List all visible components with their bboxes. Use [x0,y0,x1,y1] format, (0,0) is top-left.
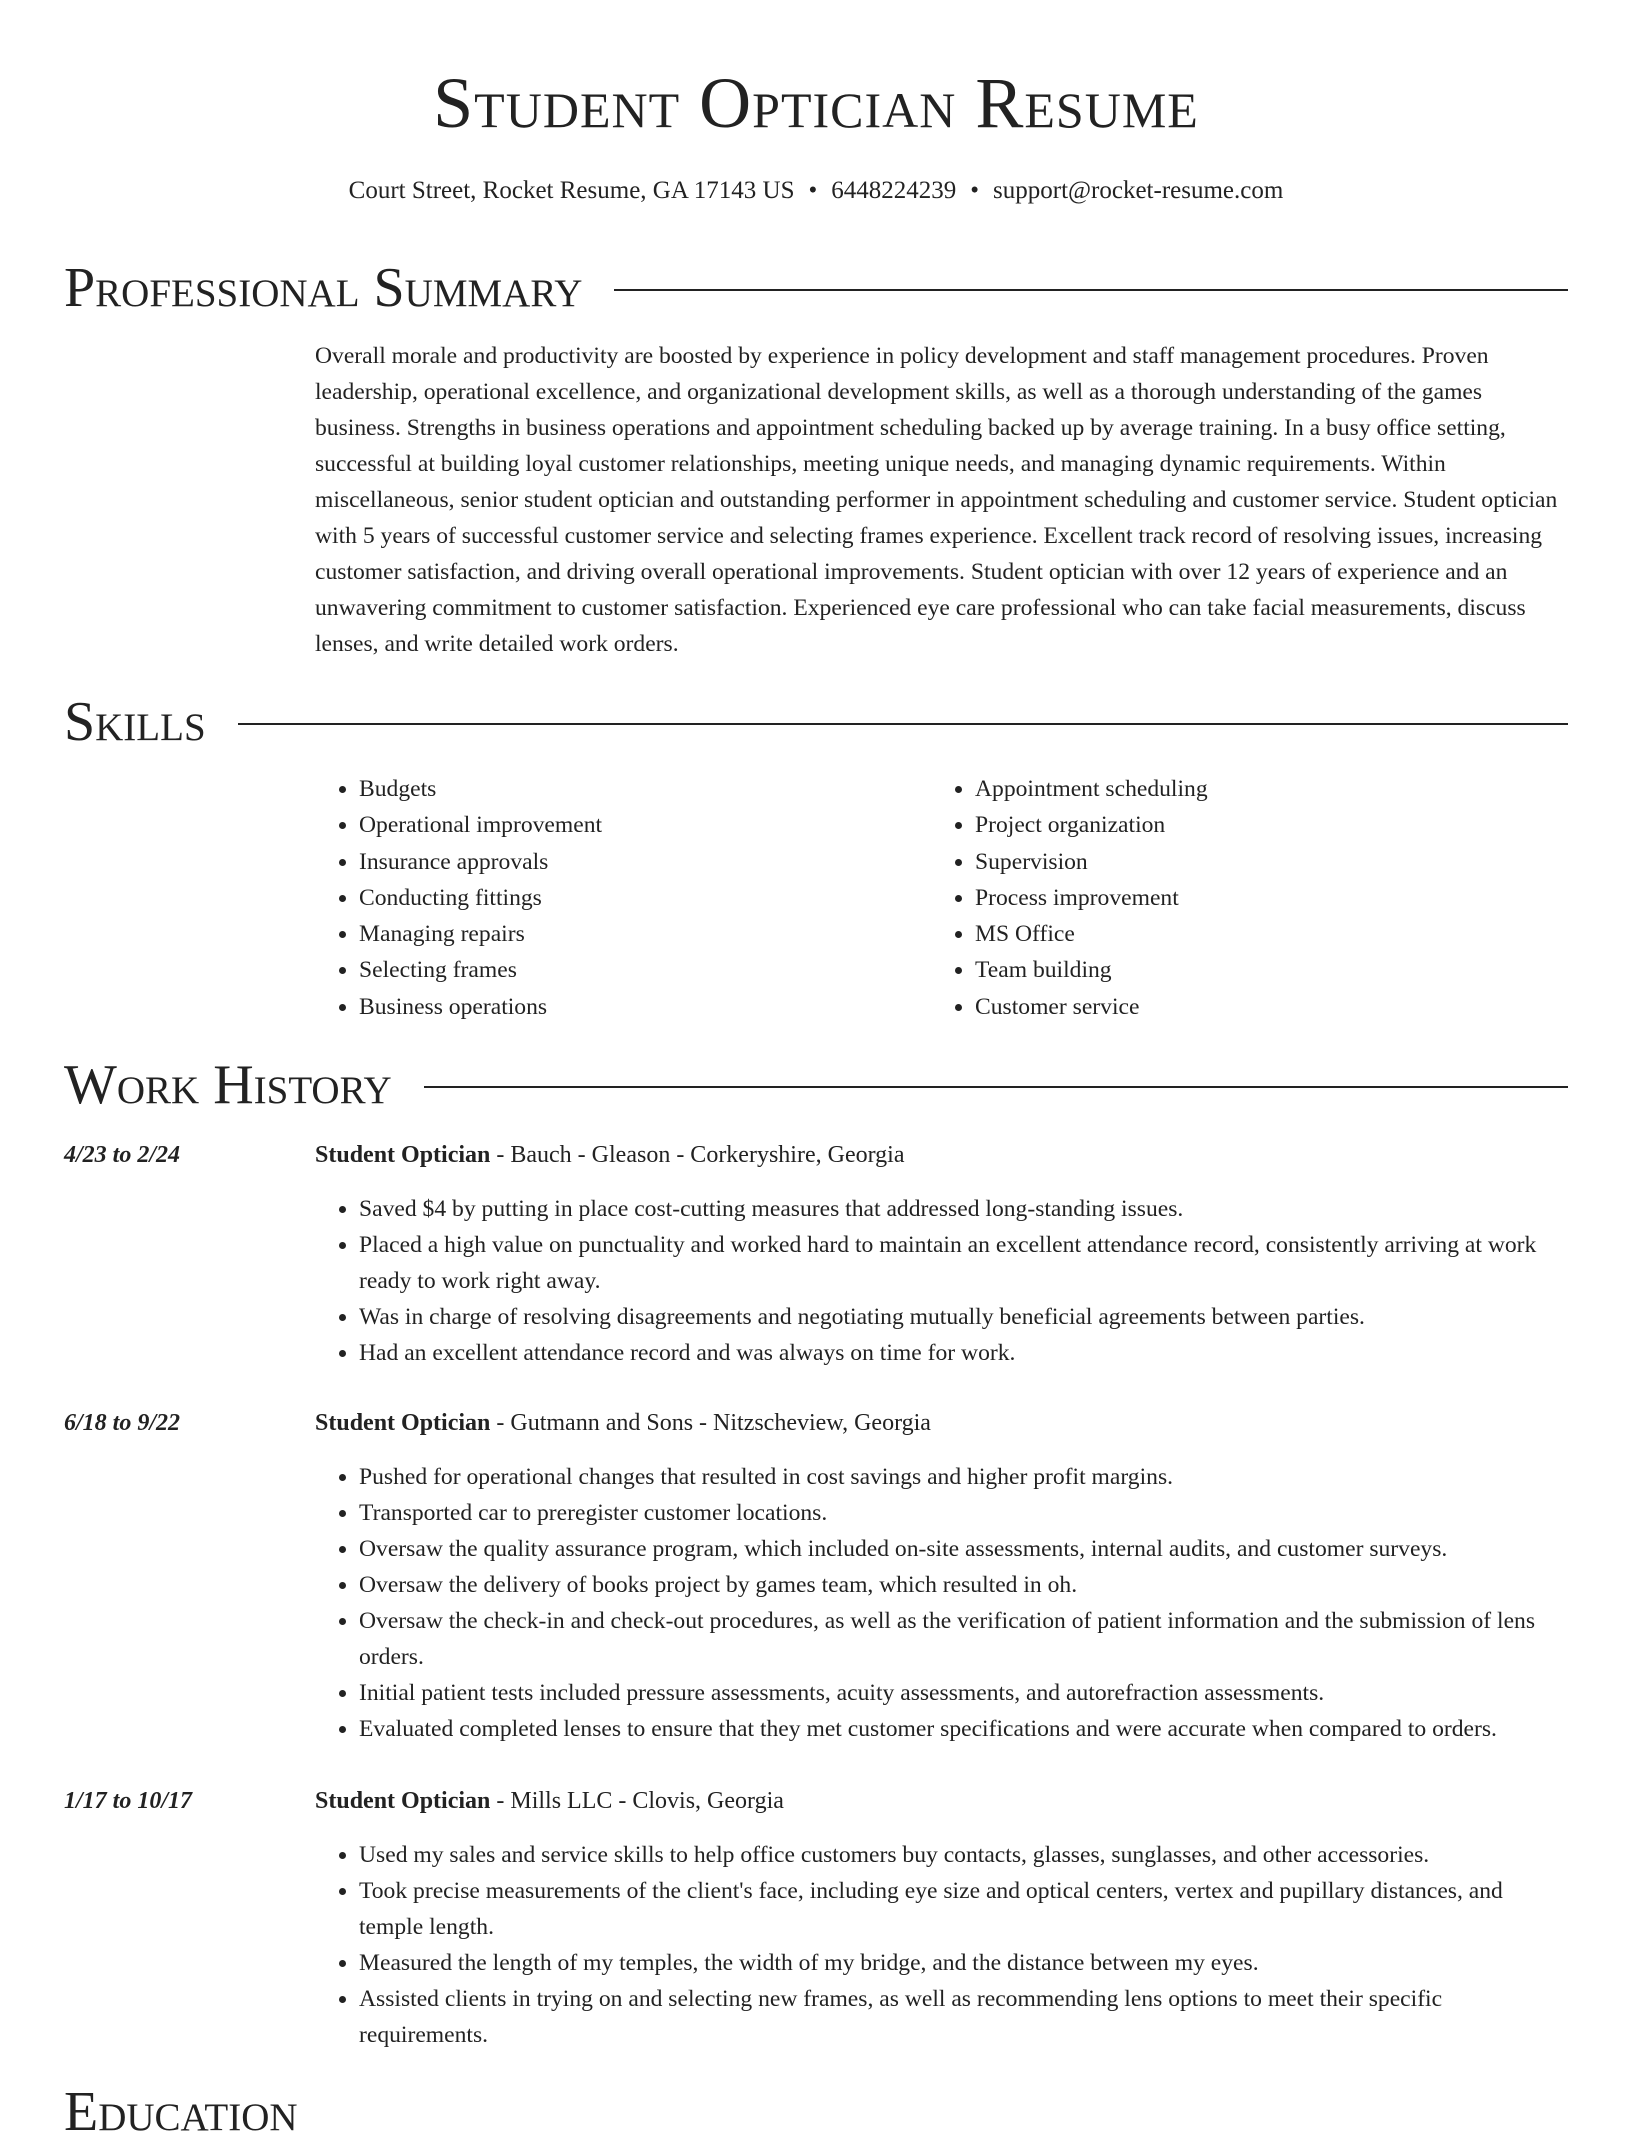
job-dates: 4/23 to 2/24 [64,1142,181,1168]
skill-item: • Appointment scheduling [975,771,1547,807]
skills-column-left [315,771,931,1025]
job-bullet: • Used my sales and service skills to help office customers buy contacts, glasses, sunglasses, and other accessories. [359,1837,1568,1873]
contact-separator: • [808,177,818,204]
job-employer: - Bauch - Gleason - Corkeryshire, Georgia [490,1142,905,1168]
section-title-work: Work History [64,1054,392,1116]
job-dates: 1/17 to 10/17 [64,1788,193,1814]
skills-list [315,771,1570,1025]
skills-column-right [931,771,1547,1025]
skill-item: • Budgets [359,771,931,807]
page-title: Student Optician Resume [433,63,1199,143]
skill-item: • Business operations [359,989,931,1025]
job-bullet: • Oversaw the delivery of books project by games team, which resulted in oh. [359,1567,1568,1603]
skill-item: • Selecting frames [359,952,931,988]
section-title-education: Education [64,2081,298,2143]
job-dates: 6/18 to 9/22 [64,1410,181,1436]
skill-item: • Project organization [975,807,1547,843]
section-divider [238,723,1568,725]
skill-item: • Customer service [975,989,1547,1025]
section-summary-header [64,256,1568,320]
skill-item: • Team building [975,952,1547,988]
job-bullet: • Transported car to preregister customer locations. [359,1495,1568,1531]
skill-item: • Managing repairs [359,916,931,952]
contact-line [0,174,1632,208]
skill-item: • Process improvement [975,880,1547,916]
job-heading [315,1137,1568,1173]
job-title: Student Optician [315,1142,491,1168]
skill-item: • Supervision [975,844,1547,880]
skill-item: • Conducting fittings [359,880,931,916]
section-title-summary: Professional Summary [64,257,583,319]
job-title: Student Optician [315,1410,491,1436]
job-heading [315,1405,1568,1441]
summary-text: Overall morale and productivity are boosted by experience in policy development and staff management procedures. Proven leadership, operational excellence, and organizational development skills, as well as a thorough understanding of the games business. Strengths in business operations and appointment scheduling backed up by average training. In a busy office setting, successful at building loyal customer relationships, meeting unique needs, and managing dynamic requirements. Within miscellaneous, senior student optician and outstanding performer in appointment scheduling and customer service. Student optician with 5 years of successful customer service and selecting frames experience. Excellent track record of resolving issues, increasing customer satisfaction, and driving overall operational improvements. Student optician with over 12 years of experience and an unwavering commitment to customer satisfaction. Experienced eye care professional who can take facial measurements, discuss lenses, and write detailed work orders. [315,343,1558,657]
job-bullet: • Measured the length of my temples, the width of my bridge, and the distance between my eyes. [359,1945,1568,1981]
section-skills-header [64,690,1568,754]
job-title: Student Optician [315,1788,491,1814]
job-bullets [315,1191,1568,1371]
contact-phone: 6448224239 [831,177,957,204]
job-heading [315,1783,1568,1819]
job-bullets [315,1837,1568,2053]
skill-item: • MS Office [975,916,1547,952]
section-work-header [64,1053,1568,1117]
job-bullet: • Placed a high value on punctuality and worked hard to maintain an excellent attendance record, consistently arriving at work ready to work right away. [359,1227,1568,1299]
job-bullet: • Assisted clients in trying on and selecting new frames, as well as recommending lens options to meet their specific requirements. [359,1981,1568,2053]
job-bullet: • Took precise measurements of the client's face, including eye size and optical centers, vertex and pupillary distances, and temple length. [359,1873,1568,1945]
job-bullet: • Evaluated completed lenses to ensure that they met customer specifications and were accurate when compared to orders. [359,1711,1568,1747]
job-bullet: • Saved $4 by putting in place cost-cutting measures that addressed long-standing issues. [359,1191,1568,1227]
job-employer: - Mills LLC - Clovis, Georgia [490,1788,784,1814]
job-bullet: • Pushed for operational changes that resulted in cost savings and higher profit margins. [359,1459,1568,1495]
job-employer: - Gutmann and Sons - Nitzscheview, Georgia [490,1410,931,1436]
job-bullet: • Initial patient tests included pressure assessments, acuity assessments, and autorefraction assessments. [359,1675,1568,1711]
section-divider [424,1086,1568,1088]
section-divider [614,289,1568,291]
section-title-skills: Skills [64,691,206,753]
skill-item: • Insurance approvals [359,844,931,880]
job-bullet: • Was in charge of resolving disagreements and negotiating mutually beneficial agreements between parties. [359,1299,1568,1335]
skill-item: • Operational improvement [359,807,931,843]
job-bullet: • Oversaw the quality assurance program, which included on-site assessments, internal audits, and customer surveys. [359,1531,1568,1567]
contact-email: support@rocket-resume.com [993,177,1284,204]
job-bullets [315,1459,1568,1747]
contact-address: Court Street, Rocket Resume, GA 17143 US [348,177,795,204]
contact-separator: • [970,177,980,204]
job-bullet: • Oversaw the check-in and check-out procedures, as well as the verification of patient information and the submission of lens orders. [359,1603,1568,1675]
job-bullet: • Had an excellent attendance record and was always on time for work. [359,1335,1568,1371]
